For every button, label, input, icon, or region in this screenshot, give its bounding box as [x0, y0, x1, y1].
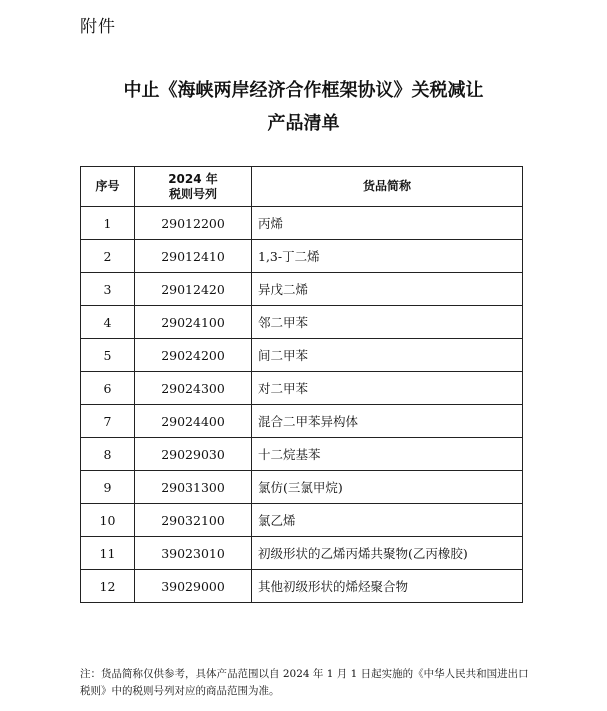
row-tariff-code: 29012200: [135, 207, 252, 240]
row-serial-number: 8: [81, 438, 135, 471]
row-serial-number: 5: [81, 339, 135, 372]
row-serial-number: 12: [81, 570, 135, 603]
row-product-name: 混合二甲苯异构体: [252, 405, 523, 438]
row-tariff-code: 29024200: [135, 339, 252, 372]
row-serial-number: 3: [81, 273, 135, 306]
row-product-name: 氯仿(三氯甲烷): [252, 471, 523, 504]
row-serial-number: 7: [81, 405, 135, 438]
row-product-name: 丙烯: [252, 207, 523, 240]
table-row: [81, 405, 523, 438]
table-row: [81, 240, 523, 273]
footnote: 注：货品简称仅供参考，具体产品范围以自 2024 年 1 月 1 日起实施的《中华人民共和国进出口税则》中的税则号列对应的商品范围为准。: [80, 668, 529, 697]
header-tariff-code-label: 税则号列: [168, 186, 217, 201]
row-product-name: 邻二甲苯: [252, 306, 523, 339]
table-row: [81, 471, 523, 504]
row-serial-number: 11: [81, 537, 135, 570]
row-tariff-code: 29024100: [135, 306, 252, 339]
table-row: [81, 339, 523, 372]
row-serial-number: 9: [81, 471, 135, 504]
row-product-name: 异戊二烯: [252, 273, 523, 306]
header-serial-number: 序号: [81, 167, 135, 207]
document-title: 中止《海峡两岸经济合作框架协议》关税减让: [123, 80, 484, 101]
header-tariff-code: [135, 167, 252, 207]
table-row: [81, 537, 523, 570]
row-serial-number: 1: [81, 207, 135, 240]
document-subtitle: 产品清单: [267, 113, 340, 134]
row-product-name: 1,3-丁二烯: [252, 240, 523, 273]
row-tariff-code: 29024400: [135, 405, 252, 438]
table-header-row: [81, 167, 523, 207]
row-product-name: 对二甲苯: [252, 372, 523, 405]
row-serial-number: 4: [81, 306, 135, 339]
row-product-name: 初级形状的乙烯丙烯共聚物(乙丙橡胶): [252, 537, 523, 570]
row-serial-number: 6: [81, 372, 135, 405]
table-row: [81, 570, 523, 603]
row-product-name: 间二甲苯: [252, 339, 523, 372]
header-tariff-code-year: 2024 年: [168, 171, 218, 186]
table-row: [81, 273, 523, 306]
table-row: [81, 504, 523, 537]
table-row: [81, 372, 523, 405]
attachment-label: 附件: [80, 17, 116, 37]
row-serial-number: 2: [81, 240, 135, 273]
table-row: [81, 438, 523, 471]
row-tariff-code: 29012420: [135, 273, 252, 306]
row-tariff-code: 29024300: [135, 372, 252, 405]
header-product-name: 货品简称: [252, 167, 523, 207]
row-product-name: 十二烷基苯: [252, 438, 523, 471]
row-product-name: 其他初级形状的烯烃聚合物: [252, 570, 523, 603]
row-product-name: 氯乙烯: [252, 504, 523, 537]
row-tariff-code: 29029030: [135, 438, 252, 471]
table-body: [81, 207, 523, 603]
product-list-table: [80, 166, 523, 603]
row-serial-number: 10: [81, 504, 135, 537]
row-tariff-code: 29031300: [135, 471, 252, 504]
table-row: [81, 207, 523, 240]
row-tariff-code: 39023010: [135, 537, 252, 570]
table-row: [81, 306, 523, 339]
row-tariff-code: 39029000: [135, 570, 252, 603]
row-tariff-code: 29012410: [135, 240, 252, 273]
row-tariff-code: 29032100: [135, 504, 252, 537]
